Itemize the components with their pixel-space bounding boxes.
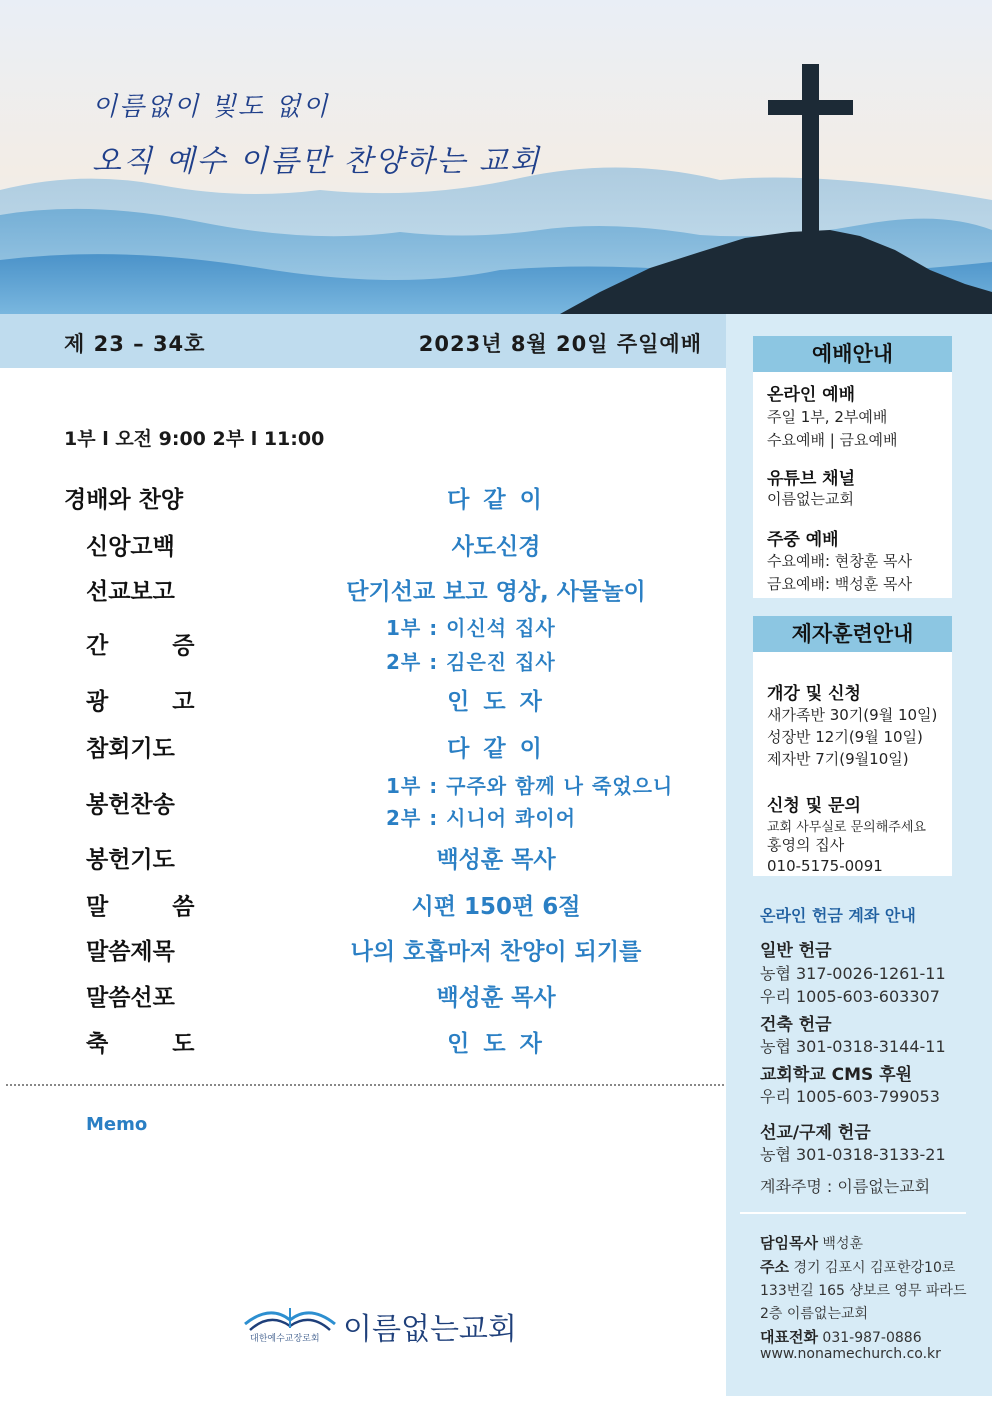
- order-label: 신앙고백: [86, 534, 175, 560]
- account-holder: 계좌주명 : 이름없는교회: [760, 1177, 931, 1196]
- order-label: 봉헌기도: [86, 847, 175, 873]
- training-apply-contact: 홍영의 집사: [767, 836, 845, 854]
- order-label: 참회기도: [86, 736, 175, 762]
- training-apply-line: 교회 사무실로 문의해주세요: [767, 820, 926, 835]
- pastor-name: 백성훈: [822, 1236, 863, 1252]
- address-line: 2층 이름없는교회: [760, 1306, 869, 1322]
- memo-label: Memo: [86, 1114, 148, 1135]
- sidebar-separator: [740, 1212, 966, 1214]
- order-sub-value: 2부 : 김은진 집사: [386, 650, 556, 674]
- training-apply-phone: 010-5175-0091: [767, 857, 883, 875]
- issue-date: 2023년 8월 20일 주일예배: [418, 332, 702, 356]
- order-value: 단기선교 보고 영상, 사물놀이: [346, 579, 646, 605]
- account-number: 우리 1005-603-603307: [760, 987, 940, 1006]
- order-label: 말 씀: [86, 894, 195, 920]
- mission-offering-title: 선교/구제 헌금: [760, 1123, 871, 1143]
- logo-denomination: 대한예수교장로회: [250, 1334, 320, 1344]
- order-value: 나의 호흡마저 찬양이 되기를: [350, 939, 642, 965]
- training-apply-title: 신청 및 문의: [767, 796, 861, 816]
- order-label: 봉헌찬송: [86, 792, 175, 818]
- slogan-line-2: 오직 예수 이름만 찬양하는 교회: [92, 144, 541, 179]
- address-line: [760, 1256, 955, 1277]
- website-link[interactable]: www.nonamechurch.co.kr: [760, 1346, 941, 1362]
- order-label: 축 도: [86, 1031, 195, 1057]
- account-number: 농협 301-0318-3144-11: [760, 1037, 946, 1056]
- training-open-line: 성장반 12기(9월 10일): [767, 728, 923, 746]
- youtube-channel: 이름없는교회: [767, 490, 854, 508]
- online-worship-line: 수요예배 | 금요예배: [767, 431, 898, 449]
- order-label: 경배와 찬양: [64, 487, 184, 513]
- youtube-title: 유튜브 채널: [767, 469, 856, 489]
- building-offering-title: 건축 헌금: [760, 1015, 832, 1035]
- service-times: 1부 l 오전 9:00 2부 l 11:00: [64, 428, 325, 450]
- order-value: 백성훈 목사: [436, 985, 556, 1011]
- phone-number: 031-987-0886: [822, 1330, 922, 1346]
- weekday-worship-line: 수요예배: 현창훈 목사: [767, 552, 913, 570]
- order-label: 말씀선포: [86, 985, 175, 1011]
- address-label: 주소: [760, 1258, 789, 1276]
- account-number: 우리 1005-603-799053: [760, 1087, 940, 1106]
- order-label: 말씀제목: [86, 939, 175, 965]
- weekday-worship-line: 금요예배: 백성훈 목사: [767, 575, 913, 593]
- training-info-title: 제자훈련안내: [753, 616, 952, 652]
- order-value: 다 같 이: [447, 487, 545, 513]
- order-value: 인 도 자: [447, 689, 545, 715]
- pastor-line: [760, 1232, 863, 1253]
- order-label: 선교보고: [86, 579, 175, 605]
- order-sub-value: 2부 : 시니어 콰이어: [386, 806, 577, 830]
- pastor-label: 담임목사: [760, 1234, 818, 1252]
- accounts-title: 온라인 헌금 계좌 안내: [760, 906, 916, 925]
- issue-bar: [0, 314, 726, 368]
- order-label: 간 증: [86, 633, 195, 659]
- issue-number: 제 23 – 34호: [64, 332, 206, 356]
- order-sub-value: 1부 : 구주와 함께 나 죽었으니: [386, 774, 674, 798]
- training-open-line: 제자반 7기(9월10일): [767, 750, 909, 768]
- online-worship-line: 주일 1부, 2부예배: [767, 408, 888, 426]
- account-number: 농협 317-0026-1261-11: [760, 964, 946, 983]
- weekday-worship-title: 주중 예배: [767, 530, 839, 550]
- worship-info-title: 예배안내: [753, 336, 952, 372]
- online-worship-title: 온라인 예배: [767, 385, 856, 405]
- address-line: 133번길 165 샹보르 영무 파라드: [760, 1283, 967, 1299]
- phone-line: [760, 1326, 922, 1347]
- order-sub-value: 1부 : 이신석 집사: [386, 616, 556, 640]
- order-label: 광 고: [86, 689, 195, 715]
- logo-church-name: 이름없는교회: [343, 1312, 517, 1347]
- training-open-title: 개강 및 신청: [767, 684, 861, 704]
- order-value: 백성훈 목사: [436, 847, 556, 873]
- account-number: 농협 301-0318-3133-21: [760, 1145, 946, 1164]
- dotted-divider: [6, 1084, 724, 1086]
- training-open-line: 새가족반 30기(9월 10일): [767, 706, 938, 724]
- school-cms-title: 교회학교 CMS 후원: [760, 1065, 913, 1085]
- hero-banner: [0, 0, 992, 314]
- order-value: 인 도 자: [447, 1031, 545, 1057]
- address-text: 경기 김포시 김포한강10로: [793, 1260, 956, 1276]
- slogan-line-1: 이름없이 빛도 없이: [92, 92, 330, 122]
- general-offering-title: 일반 헌금: [760, 941, 832, 961]
- phone-label: 대표전화: [760, 1328, 818, 1346]
- order-value: 사도신경: [451, 534, 541, 560]
- order-value: 다 같 이: [447, 736, 545, 762]
- order-value: 시편 150편 6절: [411, 894, 581, 920]
